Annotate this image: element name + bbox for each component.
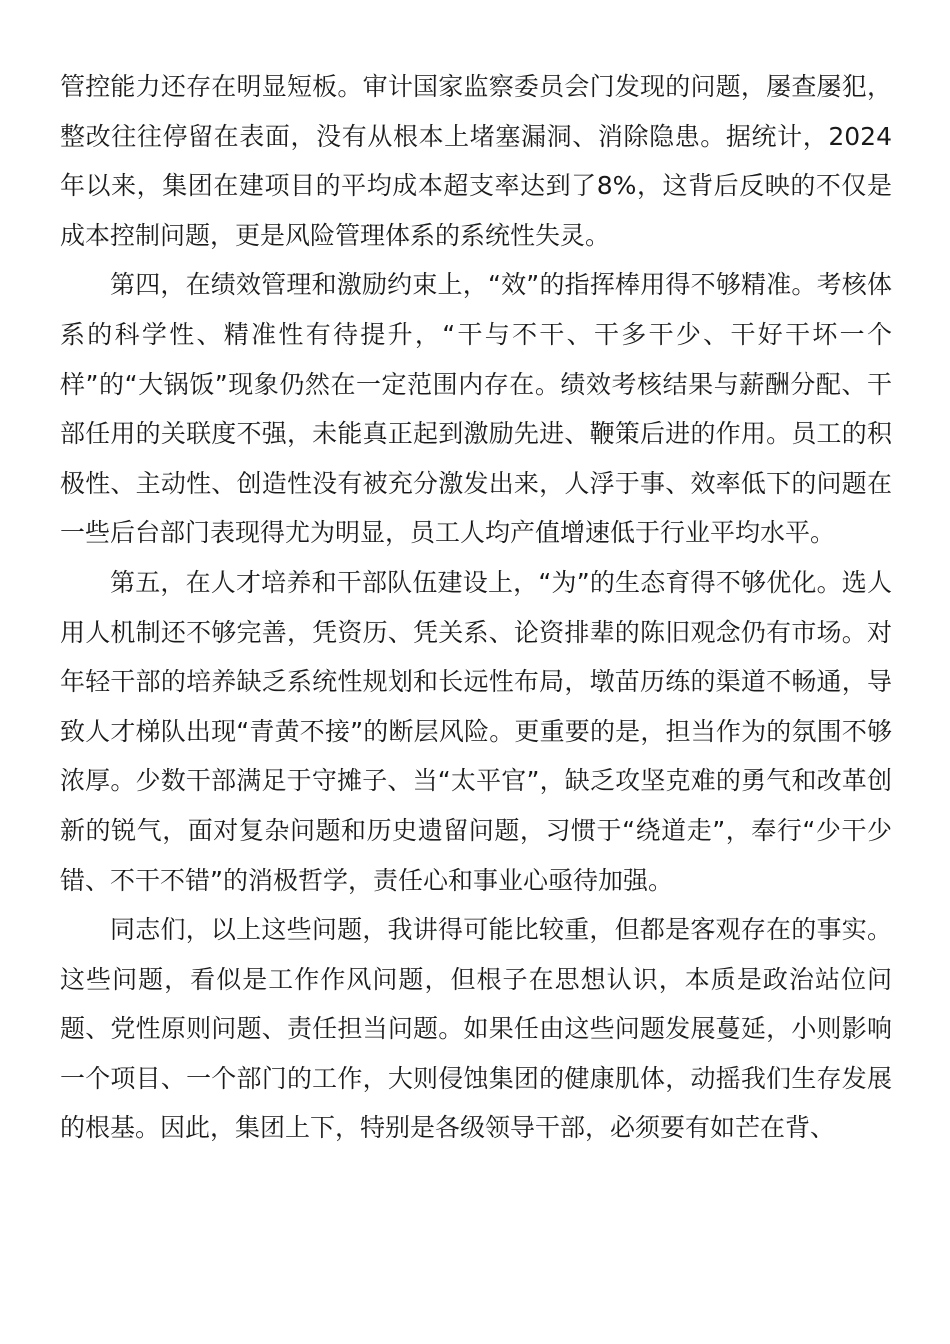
paragraph-continuation: 管控能力还存在明显短板。审计国家监察委员会门发现的问题，屡查屡犯，整改往往停留在表面，没有从根本上堵塞漏洞、消除隐患。据统计，2024年以来，集团在建项目的平均成本超支率达到了8%，这背后反映的不仅是成本控制问题，更是风险管理体系的系统性失灵。 [60, 72, 892, 250]
document-body [60, 62, 892, 1153]
paragraph-fifth-point: 第五，在人才培养和干部队伍建设上，“为”的生态育得不够优化。选人用人机制还不够完善，凭资历、凭关系、论资排辈的陈旧观念仍有市场。对年轻干部的培养缺乏系统性规划和长远性布局，墩苗历练的渠道不畅通，导致人才梯队出现“青黄不接”的断层风险。更重要的是，担当作为的氛围不够浓厚。少数干部满足于守摊子、当“太平官”，缺乏攻坚克难的勇气和改革创新的锐气，面对复杂问题和历史遗留问题，习惯于“绕道走”，奉行“少干少错、不干不错”的消极哲学，责任心和事业心亟待加强。 [60, 567, 892, 895]
paragraph-fourth-point: 第四，在绩效管理和激励约束上，“效”的指挥棒用得不够精准。考核体系的科学性、精准性有待提升，“干与不干、干多干少、干好干坏一个样”的“大锅饭”现象仍然在一定范围内存在。绩效考核结果与薪酬分配、干部任用的关联度不强，未能真正起到激励先进、鞭策后进的作用。员工的积极性、主动性、创造性没有被充分激发出来，人浮于事、效率低下的问题在一些后台部门表现得尤为明显，员工人均产值增速低于行业平均水平。 [60, 270, 892, 548]
paragraph-comrades: 同志们，以上这些问题，我讲得可能比较重，但都是客观存在的事实。这些问题，看似是工作作风问题，但根子在思想认识，本质是政治站位问题、党性原则问题、责任担当问题。如果任由这些问题发展蔓延，小则影响一个项目、一个部门的工作，大则侵蚀集团的健康肌体，动摇我们生存发展的根基。因此，集团上下，特别是各级领导干部，必须要有如芒在背、 [60, 915, 892, 1143]
